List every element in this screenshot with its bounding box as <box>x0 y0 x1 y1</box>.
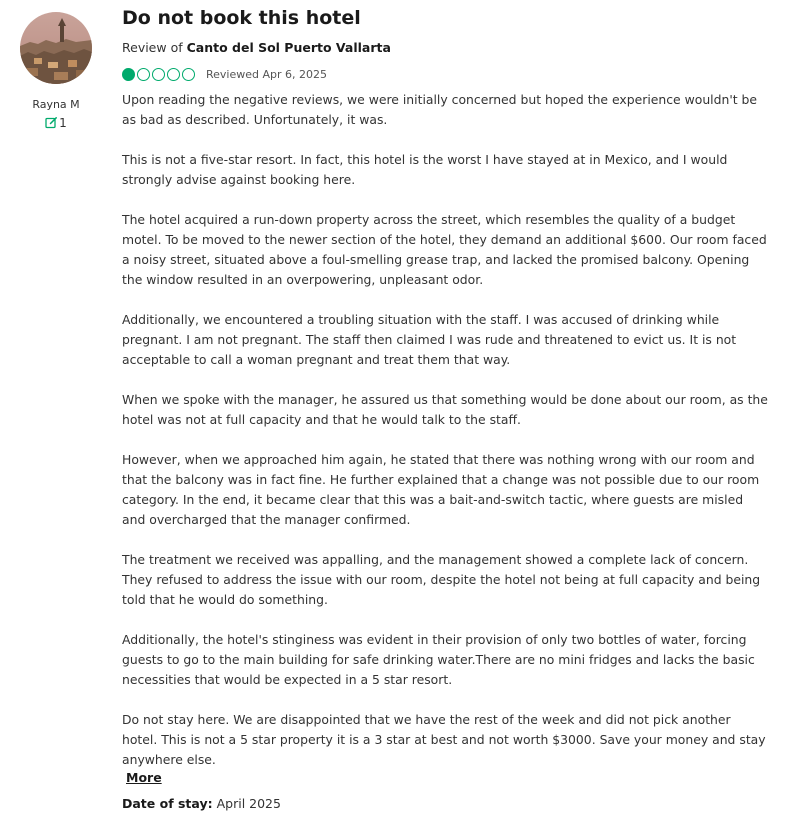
review-paragraph <box>122 710 782 770</box>
review-line: Additionally, we encountered a troubling situation with the staff. I was accused of drinking while <box>122 312 720 327</box>
review-line: as bad as described. Unfortunately, it was. <box>122 112 388 127</box>
contributions-icon <box>45 116 58 132</box>
review-line: This is not a five-star resort. In fact, this hotel is the worst I have stayed at in Mexico, and I would <box>122 152 728 167</box>
review-paragraph <box>122 90 782 130</box>
rating-bubble <box>167 68 180 81</box>
more-link[interactable]: More <box>126 770 162 785</box>
review-line: necessities that would be expected in a 5 star resort. <box>122 672 453 687</box>
review-line: strongly advise against booking here. <box>122 172 356 187</box>
rating-bubble <box>122 68 135 81</box>
review-line: motel. To be moved to the newer section of the hotel, they demand an additional $600. Our room faced <box>122 232 767 247</box>
hotel-name-link[interactable]: Canto del Sol Puerto Vallarta <box>186 40 391 55</box>
review-date: Reviewed Apr 6, 2025 <box>206 67 328 81</box>
review-line: However, when we approached him again, he stated that there was nothing wrong with our room and <box>122 452 755 467</box>
review-line: acceptable to call a woman pregnant and treat them that way. <box>122 352 511 367</box>
review-line: hotel. This is not a 5 star property it is a 3 star at best and not worth $3000. Save your money and stay <box>122 732 766 747</box>
reviewer-name[interactable]: Rayna M <box>32 98 80 111</box>
review-line: category. In the end, it became clear that this was a bait-and-switch tactic, where guests are misled <box>122 492 744 507</box>
date-of-stay-label: Date of stay: <box>122 796 213 811</box>
review-paragraph <box>122 450 782 530</box>
review-line: Upon reading the negative reviews, we were initially concerned but hoped the experience wouldn't be <box>122 92 758 107</box>
review-paragraph <box>122 390 782 430</box>
rating-bubble <box>137 68 150 81</box>
review-paragraph <box>122 630 782 690</box>
review-line: that the balcony was in fact fine. He further explained that a change was not possible due to our room <box>122 472 760 487</box>
rating-bubble <box>152 68 165 81</box>
review-paragraph <box>122 310 782 370</box>
review-paragraph <box>122 550 782 610</box>
rating-bubbles <box>122 68 197 81</box>
review-line: The hotel acquired a run-down property across the street, which resembles the quality of a budget <box>122 212 736 227</box>
contribution-count <box>0 116 112 132</box>
review-line: pregnant. I am not pregnant. The staff then claimed I was rude and threatened to evict us. It is not <box>122 332 737 347</box>
review-line: and overcharged that the manager confirmed. <box>122 512 411 527</box>
review-line: a noisy street, situated above a foul-smelling grease trap, and lacked the promised balcony. Opening <box>122 252 750 267</box>
review-line: told that he would do something. <box>122 592 328 607</box>
date-of-stay-value: April 2025 <box>216 796 281 811</box>
review-line: Do not stay here. We are disappointed that we have the rest of the week and did not pick another <box>122 712 731 727</box>
date-of-stay <box>122 796 281 811</box>
review-of-line <box>122 40 391 55</box>
review-line: When we spoke with the manager, he assured us that something would be done about our room, as the <box>122 392 768 407</box>
avatar-photo-icon <box>20 12 92 84</box>
review-paragraph <box>122 150 782 190</box>
review-of-prefix: Review of <box>122 40 187 55</box>
contribution-count-value: 1 <box>59 116 67 130</box>
review-line: They refused to address the issue with our room, despite the hotel not being at full capacity and being <box>122 572 761 587</box>
review-body <box>122 90 782 770</box>
review-line: The treatment we received was appalling, and the management showed a complete lack of concern. <box>122 552 749 567</box>
rating-bubble <box>182 68 195 81</box>
review-line: hotel was not at full capacity and that he would talk to the staff. <box>122 412 521 427</box>
review-line: guests to go to the main building for safe drinking water.There are no mini fridges and lacks the basic <box>122 652 755 667</box>
reviewer-avatar[interactable] <box>20 12 92 84</box>
review-line: Additionally, the hotel's stinginess was evident in their provision of only two bottles of water, forcing <box>122 632 747 647</box>
review-line: the window resulted in an overpowering, unpleasant odor. <box>122 272 484 287</box>
review-title[interactable]: Do not book this hotel <box>122 7 361 29</box>
review-line: anywhere else. <box>122 752 216 767</box>
rating-row <box>122 65 327 83</box>
review-paragraph <box>122 210 782 290</box>
